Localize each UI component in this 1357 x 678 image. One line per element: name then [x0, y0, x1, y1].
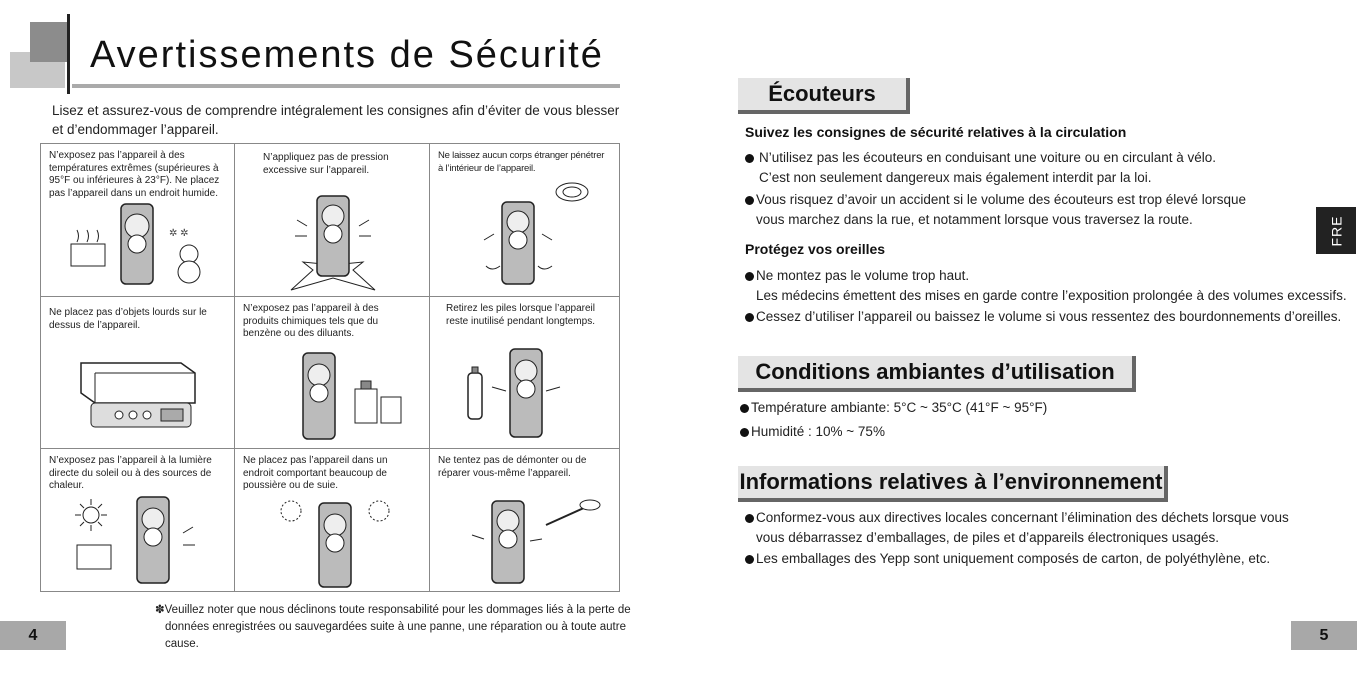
warning-cell-heavy-objects: [41, 297, 235, 449]
bullet-item: Cessez d’utiliser l’appareil ou baissez le volume si vous ressentez des bourdonnements d’oreilles.: [745, 307, 1341, 327]
bullet-item: Température ambiante: 5°C ~ 35°C (41°F ~ 95°F): [740, 398, 1047, 418]
disclaimer-line: données enregistrées ou sauvegardées suite à une panne, une réparation ou à toute autre cause.: [165, 621, 626, 650]
warning-text: Ne tentez pas de démonter ou de réparer vous-même l’appareil.: [438, 455, 587, 479]
player-foreign-object-illustration: [476, 178, 606, 290]
warning-cell-batteries: [430, 297, 619, 449]
intro-text: Lisez et assurez-vous de comprendre intégralement les consignes afin d’éviter de vous blesser et d’endommager l’appareil.: [52, 103, 620, 137]
heavy-box-on-player-illustration: [71, 353, 221, 437]
player-cold-heat-illustration: [65, 198, 215, 288]
player-battery-illustration: [460, 345, 610, 441]
warning-cell-sunlight: [41, 449, 235, 591]
page-title: Avertissements de Sécurité: [90, 34, 604, 76]
bullet-dot: [745, 154, 754, 163]
bullet-dot: [740, 428, 749, 437]
warning-text: Retirez les piles lorsque l’appareil reste inutilisé pendant longtemps.: [446, 303, 595, 327]
bullet-item: N’utilisez pas les écouteurs en conduisant une voiture ou en circulant à vélo. C’est non seulement dangereux mais également interdit par la loi.: [745, 148, 1216, 188]
subheading-oreilles: Protégez vos oreilles: [745, 241, 886, 257]
bullet-dot: [745, 555, 754, 564]
bullet-item: Vous risquez d’avoir un accident si le volume des écouteurs est trop élevé lorsque vous marchez dans la rue, et notamment lorsque vous traversez la route.: [745, 190, 1246, 230]
player-pressure-illustration: [283, 190, 383, 294]
warning-cell-foreign-objects: [430, 144, 619, 297]
header-vertical-rule: [67, 14, 70, 94]
warning-cell-dust: [235, 449, 430, 591]
warning-text: N’exposez pas l’appareil à la lumière directe du soleil ou à des sources de chaleur.: [49, 455, 212, 491]
warning-text: N’exposez pas l’appareil à des produits chimiques tels que du benzène ou des diluants.: [243, 303, 379, 339]
header-horizontal-rule: [72, 84, 620, 88]
disclaimer-line: ✽Veuillez noter que nous déclinons toute responsabilité pour les dommages liés à la perte de: [155, 604, 631, 616]
bullet-dot: [740, 404, 749, 413]
bullet-dot: [745, 514, 754, 523]
warnings-grid: [40, 143, 620, 592]
section-heading-environnement: Informations relatives à l’environnement: [738, 466, 1168, 502]
language-tab: FRE: [1316, 207, 1356, 254]
warning-text: Ne laissez aucun corps étranger pénétrer à l’intérieur de l’appareil.: [438, 150, 605, 174]
warning-cell-chemicals: [235, 297, 430, 449]
warning-text: Ne placez pas d’objets lourds sur le dessus de l’appareil.: [49, 307, 207, 331]
bullet-item: Les emballages des Yepp sont uniquement composés de carton, de polyéthylène, etc.: [745, 549, 1270, 569]
warning-text: N’exposez pas l’appareil à des températures extrêmes (supérieures à 95°F ou inférieures à 23°F). Ne placez pas l’appareil dans un endroit humide.: [49, 150, 220, 199]
player-dust-illustration: [275, 497, 405, 589]
bullet-item: Conformez-vous aux directives locales concernant l’élimination des déchets lorsque vous vous débarrassez d’emballages, de piles et d’appareils électroniques usagés.: [745, 508, 1289, 548]
warning-cell-pressure: [235, 144, 430, 297]
page-number-left: 4: [0, 621, 66, 650]
header-decor-dark: [30, 22, 70, 62]
warning-cell-disassembly: [430, 449, 619, 591]
bullet-dot: [745, 272, 754, 281]
page-number-right: 5: [1291, 621, 1357, 650]
bullet-dot: [745, 196, 754, 205]
subheading-circulation: Suivez les consignes de sécurité relatives à la circulation: [745, 124, 1127, 140]
warning-cell-temperature: [41, 144, 235, 297]
warning-text: Ne placez pas l’appareil dans un endroit comportant beaucoup de poussière ou de suie.: [243, 455, 388, 491]
disclaimer-note: [155, 602, 635, 653]
bullet-item: Ne montez pas le volume trop haut. Les médecins émettent des mises en garde contre l’exposition prolongée à des volumes excessifs.: [745, 266, 1347, 306]
bullet-item: Humidité : 10% ~ 75%: [740, 422, 885, 442]
player-chemicals-illustration: [285, 349, 415, 443]
bullet-dot: [745, 313, 754, 322]
section-heading-ecouteurs: Écouteurs: [738, 78, 910, 114]
section-heading-conditions: Conditions ambiantes d’utilisation: [738, 356, 1136, 392]
player-screwdriver-illustration: [466, 489, 612, 585]
svg-text:✲ ✲: ✲ ✲: [169, 228, 189, 239]
warning-text: N’appliquez pas de pression excessive sur l’appareil.: [263, 152, 389, 176]
player-sun-heat-illustration: [71, 493, 221, 587]
